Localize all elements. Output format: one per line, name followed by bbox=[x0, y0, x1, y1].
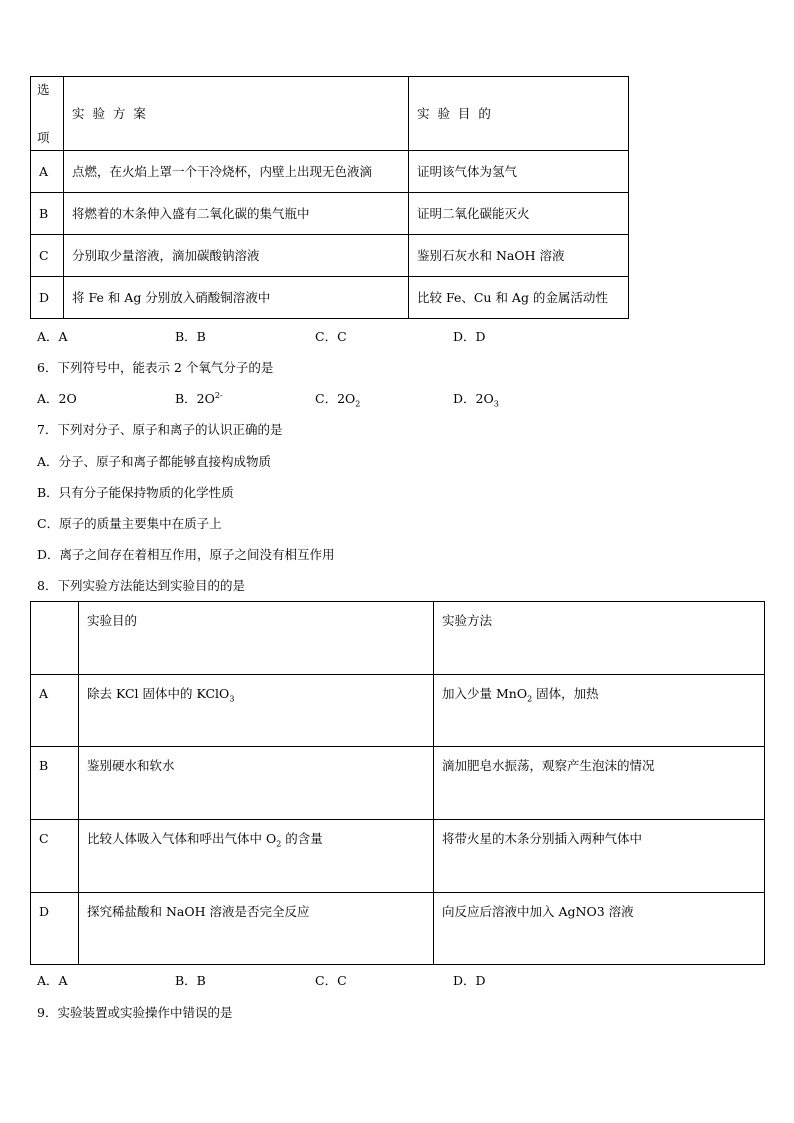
table-row bbox=[31, 675, 765, 747]
q6-option-a[interactable] bbox=[37, 389, 77, 407]
q8-row-method: 向反应后溶液中加入 AgNO3 溶液 bbox=[434, 893, 765, 965]
q5-row-goal: 证明二氧化碳能灭火 bbox=[409, 193, 629, 235]
q5-row-plan: 分别取少量溶液，滴加碳酸钠溶液 bbox=[64, 235, 409, 277]
q5-row-option: D bbox=[31, 277, 64, 319]
table-row bbox=[31, 235, 629, 277]
q5-header-plan: 实 验 方 案 bbox=[64, 77, 409, 151]
q8-goal-sub: 2 bbox=[276, 839, 282, 849]
q5-option-d[interactable]: D．D bbox=[453, 329, 486, 344]
q8-goal-sub: 3 bbox=[229, 694, 235, 704]
q8-table-header bbox=[31, 602, 765, 675]
q5-table bbox=[30, 76, 629, 319]
q8-goal-text: 比较人体吸入气体和呼出气体中 O bbox=[87, 831, 277, 846]
q8-option-d[interactable]: D．D bbox=[453, 973, 486, 988]
q8-row-goal bbox=[79, 820, 434, 893]
q5-header-option: 选 项 bbox=[31, 77, 64, 151]
table-row bbox=[31, 277, 629, 319]
q5-row-option: A bbox=[31, 151, 64, 193]
q8-option-a[interactable]: A．A bbox=[37, 973, 68, 988]
q6-option-b-sup: 2- bbox=[214, 390, 223, 400]
q8-row-goal: 鉴别硬水和软水 bbox=[79, 747, 434, 820]
q6-option-c-sub: 2 bbox=[355, 399, 361, 409]
q5-row-option: B bbox=[31, 193, 64, 235]
q8-row-option: C bbox=[31, 820, 79, 893]
q5-row-option: C bbox=[31, 235, 64, 277]
q7-option-d[interactable]: D．离子之间存在着相互作用，原子之间没有相互作用 bbox=[37, 547, 335, 562]
q8-header-method: 实验方法 bbox=[434, 602, 765, 675]
q5-row-plan: 点燃，在火焰上罩一个干冷烧杯，内壁上出现无色液滴 bbox=[64, 151, 409, 193]
q5-option-b[interactable]: B．B bbox=[175, 329, 206, 344]
q6-option-d-sub: 3 bbox=[493, 399, 499, 409]
q8-method-text-post: 固体，加热 bbox=[532, 686, 599, 701]
q8-row-option: A bbox=[31, 675, 79, 747]
q8-method-text: 加入少量 MnO bbox=[442, 686, 528, 701]
q9-stem: 9．实验装置或实验操作中错误的是 bbox=[37, 1005, 233, 1020]
q7-option-c[interactable]: C．原子的质量主要集中在质子上 bbox=[37, 516, 222, 531]
q6-stem: 6．下列符号中，能表示 2 个氧气分子的是 bbox=[37, 360, 274, 375]
q5-header-goal: 实 验 目 的 bbox=[409, 77, 629, 151]
q5-row-goal: 比较 Fe、Cu 和 Ag 的金属活动性 bbox=[409, 277, 629, 319]
q8-row-method: 将带火星的木条分别插入两种气体中 bbox=[434, 820, 765, 893]
q8-stem: 8．下列实验方法能达到实验目的的是 bbox=[37, 578, 245, 593]
q8-row-option: D bbox=[31, 893, 79, 965]
q5-option-a[interactable]: A．A bbox=[37, 329, 68, 344]
table-row bbox=[31, 193, 629, 235]
q6-option-d-text: D．2O bbox=[453, 391, 494, 406]
q7-option-b[interactable]: B．只有分子能保持物质的化学性质 bbox=[37, 485, 234, 500]
q8-option-c[interactable]: C．C bbox=[315, 973, 347, 988]
q6-option-a-text: A．2O bbox=[37, 391, 77, 406]
q8-goal-text-post: 的含量 bbox=[281, 831, 323, 846]
q5-row-goal: 证明该气体为氢气 bbox=[409, 151, 629, 193]
table-row bbox=[31, 151, 629, 193]
q5-row-plan: 将 Fe 和 Ag 分别放入硝酸铜溶液中 bbox=[64, 277, 409, 319]
q5-row-goal: 鉴别石灰水和 NaOH 溶液 bbox=[409, 235, 629, 277]
q8-goal-text: 除去 KCl 固体中的 KClO bbox=[87, 686, 230, 701]
q6-option-c[interactable] bbox=[315, 389, 360, 409]
q7-option-a[interactable]: A．分子、原子和离子都能够直接构成物质 bbox=[37, 454, 272, 469]
q6-option-b-text: B．2O bbox=[175, 391, 215, 406]
q8-header-option bbox=[31, 602, 79, 675]
q5-option-c[interactable]: C．C bbox=[315, 329, 347, 344]
table-row bbox=[31, 820, 765, 893]
q8-method-sub: 2 bbox=[527, 694, 533, 704]
q8-row-method bbox=[434, 675, 765, 747]
q8-header-goal: 实验目的 bbox=[79, 602, 434, 675]
q8-row-method: 滴加肥皂水振荡，观察产生泡沫的情况 bbox=[434, 747, 765, 820]
table-row bbox=[31, 893, 765, 965]
q8-option-b[interactable]: B．B bbox=[175, 973, 206, 988]
q5-row-plan: 将燃着的木条伸入盛有二氧化碳的集气瓶中 bbox=[64, 193, 409, 235]
q8-row-goal bbox=[79, 675, 434, 747]
q6-option-c-text: C．2O bbox=[315, 391, 356, 406]
q8-row-goal: 探究稀盐酸和 NaOH 溶液是否完全反应 bbox=[79, 893, 434, 965]
q6-option-d[interactable] bbox=[453, 389, 499, 409]
table-row bbox=[31, 747, 765, 820]
q7-stem: 7．下列对分子、原子和离子的认识正确的是 bbox=[37, 422, 283, 437]
q5-table-header bbox=[31, 77, 629, 151]
q6-option-b[interactable] bbox=[175, 389, 223, 407]
q8-row-option: B bbox=[31, 747, 79, 820]
q8-table bbox=[30, 601, 765, 965]
